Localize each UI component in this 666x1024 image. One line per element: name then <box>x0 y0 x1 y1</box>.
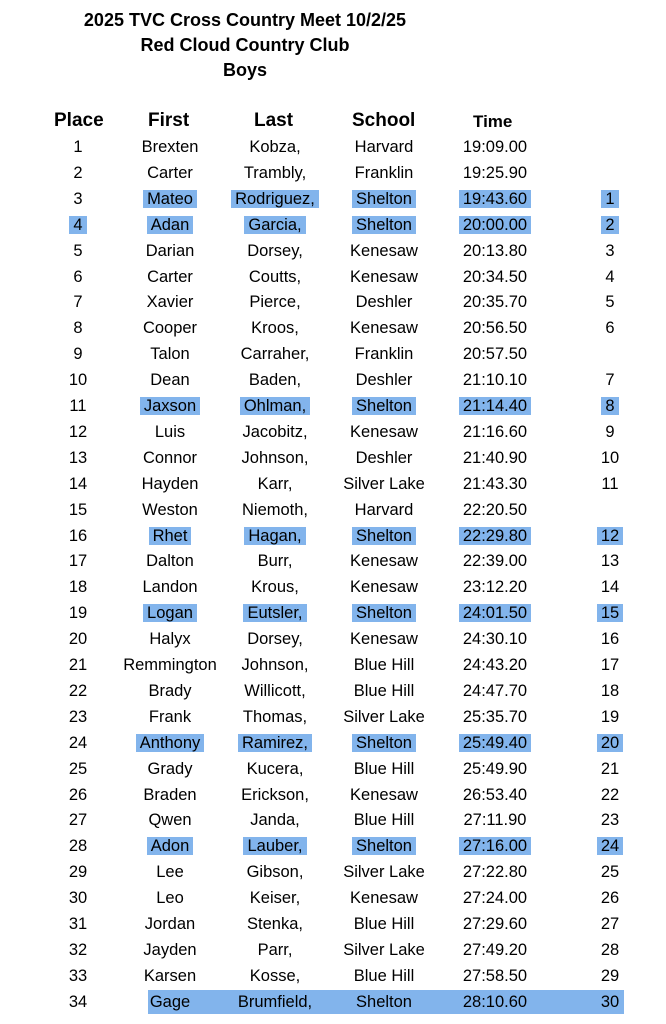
cell-first: Braden <box>143 785 197 804</box>
table-row <box>0 990 666 1014</box>
cell-first: Darian <box>145 241 195 260</box>
cell-school: Blue Hill <box>353 811 415 830</box>
cell-points: 23 <box>600 811 620 830</box>
cell-place: 14 <box>68 474 88 493</box>
cell-first: Dalton <box>146 552 194 571</box>
cell-place: 5 <box>73 241 83 260</box>
table-row <box>0 886 666 910</box>
cell-last: Gibson, <box>246 863 304 882</box>
cell-school: Shelton <box>352 527 416 545</box>
cell-place: 31 <box>68 915 88 933</box>
table-row <box>0 653 666 677</box>
table-row <box>0 135 666 159</box>
cell-place: 11 <box>69 397 87 415</box>
cell-time: 27:29.60 <box>462 915 528 933</box>
cell-school: Kenesaw <box>350 578 418 597</box>
cell-last: Willicott, <box>244 681 306 700</box>
cell-place: 18 <box>68 578 88 597</box>
cell-school: Kenesaw <box>350 241 418 260</box>
cell-time: 24:43.20 <box>462 656 528 674</box>
table-row <box>0 938 666 962</box>
cell-time: 28:10.60 <box>462 992 528 1011</box>
cell-time: 22:20.50 <box>462 500 528 519</box>
cell-last: Stenka, <box>247 915 303 933</box>
cell-points: 20 <box>597 734 623 752</box>
cell-school: Kenesaw <box>350 267 418 286</box>
table-row <box>0 290 666 314</box>
cell-first: Jayden <box>143 940 197 959</box>
cell-first: Jordan <box>144 915 196 933</box>
cell-place: 21 <box>68 656 88 674</box>
cell-points: 8 <box>601 397 618 415</box>
table-row <box>0 860 666 884</box>
cell-last: Garcia, <box>244 216 305 234</box>
table-row <box>0 316 666 340</box>
header-school: School <box>352 110 416 131</box>
cell-school: Shelton <box>352 190 416 208</box>
cell-first: Adan <box>147 216 194 234</box>
cell-time: 26:53.40 <box>462 785 528 804</box>
cell-points: 5 <box>605 293 615 312</box>
cell-school: Kenesaw <box>350 319 418 338</box>
cell-place: 7 <box>73 293 83 312</box>
cell-school: Harvard <box>354 500 414 519</box>
cell-points: 21 <box>600 759 620 778</box>
cell-school: Shelton <box>352 837 416 855</box>
cell-points: 12 <box>597 527 623 545</box>
cell-last: Rodriguez, <box>231 190 319 208</box>
cell-time: 20:00.00 <box>459 216 531 234</box>
cell-points: 27 <box>600 915 620 933</box>
cell-time: 20:56.50 <box>462 319 528 338</box>
cell-school: Kenesaw <box>350 630 418 649</box>
cell-first: Mateo <box>143 190 197 208</box>
cell-school: Silver Lake <box>343 940 425 959</box>
cell-points <box>606 164 614 182</box>
cell-time: 19:25.90 <box>462 163 528 182</box>
cell-place: 24 <box>68 733 88 752</box>
table-row <box>0 394 666 418</box>
cell-time: 27:49.20 <box>462 940 528 959</box>
cell-school: Franklin <box>354 163 414 182</box>
cell-last: Kucera, <box>246 759 304 778</box>
cell-last: Kroos, <box>251 319 299 338</box>
cell-time: 20:57.50 <box>462 345 528 364</box>
cell-time: 25:35.70 <box>462 707 528 726</box>
cell-points: 2 <box>601 216 618 234</box>
table-row <box>0 213 666 237</box>
cell-last: Dorsey, <box>247 630 303 649</box>
cell-last: Erickson, <box>241 785 309 804</box>
cell-first: Hayden <box>141 474 199 493</box>
cell-place: 29 <box>68 863 88 882</box>
cell-last: Ramirez, <box>238 734 312 752</box>
cell-points: 13 <box>600 552 620 571</box>
cell-school: Blue Hill <box>353 656 415 674</box>
cell-last: Karr, <box>257 474 293 493</box>
header-place: Place <box>54 110 104 131</box>
cell-time: 20:35.70 <box>462 293 528 312</box>
cell-school: Deshler <box>355 371 413 390</box>
cell-points: 10 <box>600 448 620 467</box>
table-row <box>0 601 666 625</box>
cell-last: Lauber, <box>243 837 306 855</box>
cell-first: Dean <box>150 371 190 390</box>
cell-last: Carraher, <box>240 345 310 364</box>
cell-time: 25:49.40 <box>459 734 531 752</box>
cell-last: Burr, <box>257 552 293 571</box>
cell-points <box>606 501 614 519</box>
cell-last: Parr, <box>257 940 293 959</box>
cell-place: 2 <box>73 163 83 182</box>
cell-last: Niemoth, <box>241 500 309 519</box>
cell-time: 19:09.00 <box>462 138 528 156</box>
cell-points: 17 <box>600 656 620 674</box>
cell-first: Connor <box>142 448 198 467</box>
division-title: Boys <box>222 60 267 80</box>
cell-points: 25 <box>600 863 620 882</box>
cell-points: 29 <box>600 966 620 985</box>
cell-place: 22 <box>68 681 88 700</box>
cell-time: 20:34.50 <box>462 267 528 286</box>
cell-points: 7 <box>605 371 615 390</box>
table-row <box>0 420 666 444</box>
cell-place: 4 <box>69 216 86 234</box>
cell-school: Kenesaw <box>350 552 418 571</box>
cell-time: 22:29.80 <box>459 527 531 545</box>
cell-school: Shelton <box>352 216 416 234</box>
cell-place: 25 <box>68 759 88 778</box>
cell-school: Silver Lake <box>343 474 425 493</box>
cell-last: Eutsler, <box>243 604 306 622</box>
cell-last: Dorsey, <box>247 241 303 260</box>
cell-time: 27:22.80 <box>462 863 528 882</box>
cell-first: Lee <box>156 863 184 882</box>
table-row <box>0 498 666 522</box>
table-row <box>0 627 666 651</box>
cell-first: Rhet <box>149 527 192 545</box>
table-row <box>0 446 666 470</box>
table-row <box>0 161 666 185</box>
cell-first: Leo <box>156 889 184 908</box>
cell-place: 15 <box>68 500 88 519</box>
cell-points: 18 <box>600 681 620 700</box>
cell-place: 9 <box>73 345 83 364</box>
cell-last: Ohlman, <box>240 397 310 415</box>
cell-school: Franklin <box>354 345 414 364</box>
cell-place: 30 <box>68 889 88 908</box>
cell-points <box>606 345 614 363</box>
meet-title: 2025 TVC Cross Country Meet 10/2/25 <box>83 10 407 30</box>
cell-place: 13 <box>68 448 88 467</box>
cell-time: 24:30.10 <box>462 630 528 649</box>
cell-last: Kosse, <box>249 966 301 985</box>
table-row <box>0 783 666 807</box>
cell-place: 33 <box>68 966 88 985</box>
cell-last: Jacobitz, <box>242 422 308 441</box>
cell-first: Logan <box>143 604 197 622</box>
cell-place: 27 <box>68 811 88 830</box>
cell-place: 28 <box>68 837 88 856</box>
cell-school: Kenesaw <box>350 785 418 804</box>
cell-points: 28 <box>600 940 620 959</box>
cell-place: 1 <box>73 138 83 156</box>
cell-time: 23:12.20 <box>462 578 528 597</box>
cell-time: 24:47.70 <box>462 681 528 700</box>
cell-first: Karsen <box>143 966 197 985</box>
cell-place: 10 <box>68 371 88 390</box>
document-title <box>0 8 490 83</box>
cell-place: 26 <box>68 785 88 804</box>
cell-first: Frank <box>148 707 192 726</box>
cell-school: Harvard <box>354 138 414 156</box>
cell-time: 24:01.50 <box>459 604 531 622</box>
cell-last: Trambly, <box>243 163 307 182</box>
cell-place: 12 <box>68 422 88 441</box>
cell-points: 16 <box>600 630 620 649</box>
cell-last: Baden, <box>248 371 302 390</box>
table-row <box>0 912 666 936</box>
cell-time: 25:49.90 <box>462 759 528 778</box>
cell-first: Cooper <box>142 319 198 338</box>
cell-last: Johnson, <box>241 448 309 467</box>
cell-first: Adon <box>147 837 194 855</box>
cell-place: 17 <box>68 552 88 571</box>
cell-time: 27:24.00 <box>462 889 528 908</box>
cell-last: Keiser, <box>249 889 301 908</box>
cell-place: 19 <box>68 604 88 623</box>
cell-last: Hagan, <box>244 527 305 545</box>
cell-place: 3 <box>73 189 83 208</box>
cell-first: Halyx <box>149 630 191 649</box>
table-row <box>0 964 666 988</box>
cell-points: 30 <box>600 992 620 1011</box>
table-row <box>0 679 666 703</box>
cell-time: 27:16.00 <box>459 837 531 855</box>
cell-last: Coutts, <box>248 267 302 286</box>
cell-points: 9 <box>605 422 615 441</box>
cell-school: Blue Hill <box>353 966 415 985</box>
cell-time: 21:43.30 <box>462 474 528 493</box>
cell-school: Shelton <box>352 734 416 752</box>
cell-time: 27:58.50 <box>462 966 528 985</box>
cell-school: Shelton <box>352 604 416 622</box>
cell-points: 22 <box>600 785 620 804</box>
cell-time: 27:11.90 <box>463 811 527 830</box>
table-row <box>0 239 666 263</box>
cell-first: Talon <box>150 345 190 364</box>
cell-school: Shelton <box>356 992 412 1011</box>
table-row <box>0 368 666 392</box>
cell-school: Silver Lake <box>343 863 425 882</box>
header-time: Time <box>473 112 513 131</box>
cell-place: 8 <box>73 319 83 338</box>
cell-last: Janda, <box>250 811 300 830</box>
cell-place: 16 <box>68 526 88 545</box>
cell-school: Shelton <box>352 397 416 415</box>
cell-school: Kenesaw <box>350 889 418 908</box>
cell-first: Jaxson <box>140 397 200 415</box>
cell-place: 32 <box>68 940 88 959</box>
cell-time: 21:40.90 <box>462 448 528 467</box>
cell-first: Carter <box>147 267 193 286</box>
table-row <box>0 549 666 573</box>
cell-points: 19 <box>600 707 620 726</box>
cell-place: 23 <box>68 707 88 726</box>
cell-school: Silver Lake <box>343 707 425 726</box>
cell-first: Landon <box>142 578 198 597</box>
table-row <box>0 834 666 858</box>
cell-first: Remmington <box>123 656 217 674</box>
cell-last: Kobza, <box>249 138 301 156</box>
table-row <box>0 705 666 729</box>
table-row <box>0 524 666 548</box>
table-row <box>0 575 666 599</box>
cell-time: 21:10.10 <box>462 371 528 390</box>
cell-place: 6 <box>73 267 83 286</box>
cell-last: Pierce, <box>249 293 301 312</box>
cell-school: Blue Hill <box>353 681 415 700</box>
table-row <box>0 265 666 289</box>
cell-points: 14 <box>600 578 620 597</box>
cell-points: 3 <box>605 241 615 260</box>
cell-first: Brexten <box>141 138 199 156</box>
cell-points: 11 <box>601 474 619 493</box>
cell-time: 19:43.60 <box>459 190 531 208</box>
cell-last: Thomas, <box>242 707 308 726</box>
cell-first: Qwen <box>148 811 192 830</box>
cell-school: Deshler <box>355 293 413 312</box>
cell-first: Carter <box>147 163 193 182</box>
cell-points: 15 <box>597 604 623 622</box>
table-row <box>0 757 666 781</box>
cell-time: 22:39.00 <box>462 552 528 571</box>
table-row <box>0 472 666 496</box>
cell-school: Deshler <box>355 448 413 467</box>
table-row <box>0 731 666 755</box>
header-first: First <box>148 110 190 131</box>
cell-place: 34 <box>68 992 88 1011</box>
header-last: Last <box>254 110 294 131</box>
cell-school: Kenesaw <box>350 422 418 441</box>
cell-first: Xavier <box>146 293 194 312</box>
cell-first: Grady <box>147 759 193 778</box>
cell-last: Johnson, <box>241 656 309 674</box>
cell-points: 6 <box>605 319 615 338</box>
cell-points: 1 <box>601 190 618 208</box>
cell-first: Luis <box>154 422 186 441</box>
cell-points: 26 <box>600 889 620 908</box>
venue-title: Red Cloud Country Club <box>140 35 350 55</box>
cell-first: Anthony <box>136 734 205 752</box>
cell-last: Krous, <box>251 578 299 597</box>
cell-school: Blue Hill <box>353 915 415 933</box>
cell-first: Brady <box>148 681 192 700</box>
cell-time: 21:14.40 <box>459 397 531 415</box>
table-row <box>0 808 666 832</box>
cell-points: 24 <box>597 837 623 855</box>
table-row <box>0 187 666 211</box>
cell-first: Gage <box>149 992 191 1011</box>
cell-place: 20 <box>68 630 88 649</box>
cell-time: 21:16.60 <box>462 422 528 441</box>
cell-time: 20:13.80 <box>462 241 528 260</box>
cell-first: Weston <box>142 500 198 519</box>
cell-last: Brumfield, <box>237 992 313 1011</box>
cell-school: Blue Hill <box>353 759 415 778</box>
cell-points: 4 <box>605 267 615 286</box>
table-row <box>0 342 666 366</box>
cell-points <box>606 138 614 156</box>
